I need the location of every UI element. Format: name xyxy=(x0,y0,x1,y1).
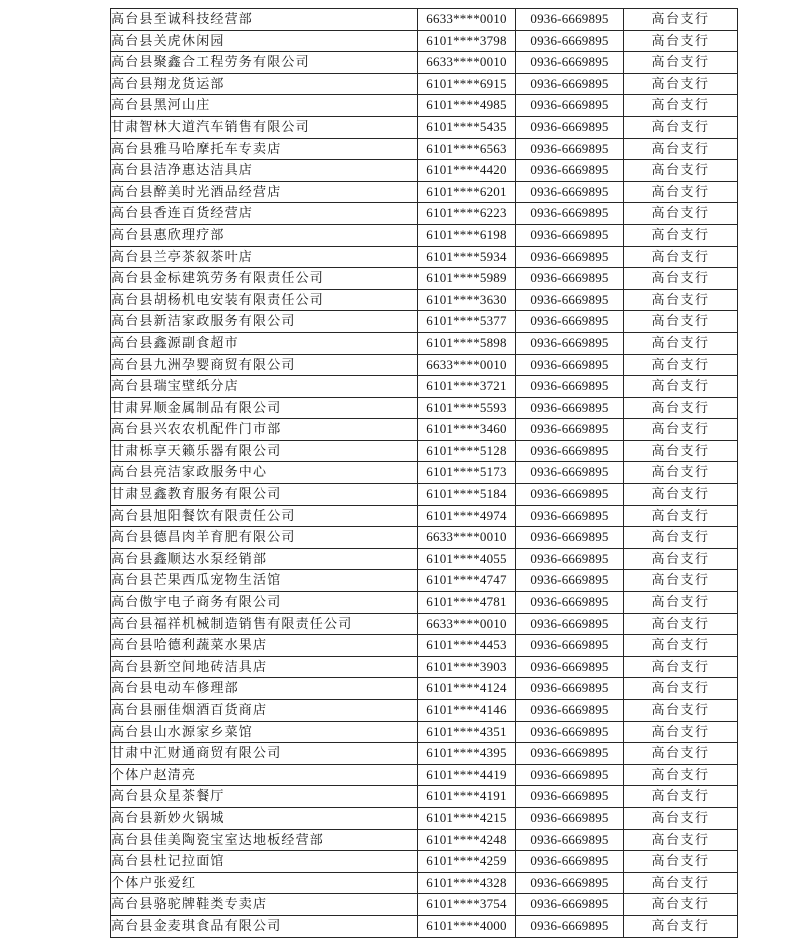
table-row xyxy=(111,894,738,916)
branch-cell: 高台支行 xyxy=(624,311,738,333)
phone-cell: 0936-6669895 xyxy=(516,224,624,246)
table-row xyxy=(111,807,738,829)
merchant-name-cell: 高台县胡杨机电安装有限责任公司 xyxy=(111,289,418,311)
merchant-name-cell: 个体户赵清亮 xyxy=(111,764,418,786)
branch-cell: 高台支行 xyxy=(624,872,738,894)
account-number-cell: 6101****6198 xyxy=(418,224,516,246)
merchant-name-cell: 高台县醉美时光酒品经营店 xyxy=(111,181,418,203)
table-row xyxy=(111,527,738,549)
branch-cell: 高台支行 xyxy=(624,376,738,398)
branch-cell: 高台支行 xyxy=(624,246,738,268)
account-number-cell: 6101****4328 xyxy=(418,872,516,894)
table-row xyxy=(111,376,738,398)
merchant-name-cell: 甘肃昱鑫教育服务有限公司 xyxy=(111,484,418,506)
merchant-name-cell: 高台县亮洁家政服务中心 xyxy=(111,462,418,484)
merchant-name-cell: 高台县兰亭茶叙茶叶店 xyxy=(111,246,418,268)
phone-cell: 0936-6669895 xyxy=(516,311,624,333)
branch-cell: 高台支行 xyxy=(624,138,738,160)
table-row xyxy=(111,570,738,592)
branch-cell: 高台支行 xyxy=(624,73,738,95)
merchant-name-cell: 高台县新空间地砖洁具店 xyxy=(111,656,418,678)
merchant-name-cell: 高台县香连百货经营店 xyxy=(111,203,418,225)
account-number-cell: 6101****5934 xyxy=(418,246,516,268)
account-number-cell: 6101****4395 xyxy=(418,743,516,765)
branch-cell: 高台支行 xyxy=(624,678,738,700)
table-row xyxy=(111,52,738,74)
branch-cell: 高台支行 xyxy=(624,764,738,786)
table-row xyxy=(111,721,738,743)
merchant-name-cell: 高台傲宇电子商务有限公司 xyxy=(111,592,418,614)
table-row xyxy=(111,743,738,765)
account-number-cell: 6101****6563 xyxy=(418,138,516,160)
branch-cell: 高台支行 xyxy=(624,52,738,74)
table-row xyxy=(111,548,738,570)
table-row xyxy=(111,224,738,246)
branch-cell: 高台支行 xyxy=(624,397,738,419)
branch-cell: 高台支行 xyxy=(624,915,738,937)
account-number-cell: 6101****6201 xyxy=(418,181,516,203)
phone-cell: 0936-6669895 xyxy=(516,484,624,506)
merchant-name-cell: 高台县新妙火锅城 xyxy=(111,807,418,829)
account-number-cell: 6101****6915 xyxy=(418,73,516,95)
phone-cell: 0936-6669895 xyxy=(516,700,624,722)
table-row xyxy=(111,160,738,182)
table-row xyxy=(111,397,738,419)
branch-cell: 高台支行 xyxy=(624,527,738,549)
branch-cell: 高台支行 xyxy=(624,332,738,354)
branch-cell: 高台支行 xyxy=(624,807,738,829)
phone-cell: 0936-6669895 xyxy=(516,462,624,484)
table-row xyxy=(111,116,738,138)
branch-cell: 高台支行 xyxy=(624,613,738,635)
phone-cell: 0936-6669895 xyxy=(516,246,624,268)
phone-cell: 0936-6669895 xyxy=(516,915,624,937)
table-row xyxy=(111,311,738,333)
phone-cell: 0936-6669895 xyxy=(516,354,624,376)
branch-cell: 高台支行 xyxy=(624,30,738,52)
merchant-name-cell: 甘肃昇顺金属制品有限公司 xyxy=(111,397,418,419)
merchant-name-cell: 高台县哈德利蔬菜水果店 xyxy=(111,635,418,657)
branch-cell: 高台支行 xyxy=(624,440,738,462)
account-number-cell: 6101****3460 xyxy=(418,419,516,441)
table-row xyxy=(111,764,738,786)
account-number-cell: 6101****3721 xyxy=(418,376,516,398)
phone-cell: 0936-6669895 xyxy=(516,376,624,398)
merchant-name-cell: 高台县惠欣理疗部 xyxy=(111,224,418,246)
branch-cell: 高台支行 xyxy=(624,116,738,138)
phone-cell: 0936-6669895 xyxy=(516,613,624,635)
account-number-cell: 6101****5128 xyxy=(418,440,516,462)
phone-cell: 0936-6669895 xyxy=(516,872,624,894)
account-number-cell: 6101****4781 xyxy=(418,592,516,614)
branch-cell: 高台支行 xyxy=(624,721,738,743)
table-row xyxy=(111,635,738,657)
phone-cell: 0936-6669895 xyxy=(516,764,624,786)
phone-cell: 0936-6669895 xyxy=(516,9,624,31)
phone-cell: 0936-6669895 xyxy=(516,743,624,765)
branch-cell: 高台支行 xyxy=(624,160,738,182)
table-row xyxy=(111,138,738,160)
phone-cell: 0936-6669895 xyxy=(516,807,624,829)
phone-cell: 0936-6669895 xyxy=(516,332,624,354)
table-row xyxy=(111,440,738,462)
table-row xyxy=(111,332,738,354)
merchant-name-cell: 高台县佳美陶瓷宝室达地板经营部 xyxy=(111,829,418,851)
account-number-cell: 6101****4747 xyxy=(418,570,516,592)
merchant-name-cell: 高台县关虎休闲园 xyxy=(111,30,418,52)
branch-cell: 高台支行 xyxy=(624,894,738,916)
table-row xyxy=(111,289,738,311)
phone-cell: 0936-6669895 xyxy=(516,289,624,311)
account-number-cell: 6633****0010 xyxy=(418,9,516,31)
table-row xyxy=(111,268,738,290)
table-row xyxy=(111,592,738,614)
merchant-name-cell: 高台县兴农农机配件门市部 xyxy=(111,419,418,441)
branch-cell: 高台支行 xyxy=(624,9,738,31)
branch-cell: 高台支行 xyxy=(624,289,738,311)
account-number-cell: 6101****5377 xyxy=(418,311,516,333)
branch-cell: 高台支行 xyxy=(624,635,738,657)
account-number-cell: 6101****3754 xyxy=(418,894,516,916)
table-row xyxy=(111,872,738,894)
branch-cell: 高台支行 xyxy=(624,656,738,678)
table-row xyxy=(111,505,738,527)
merchant-name-cell: 高台县金标建筑劳务有限责任公司 xyxy=(111,268,418,290)
phone-cell: 0936-6669895 xyxy=(516,829,624,851)
account-number-cell: 6633****0010 xyxy=(418,527,516,549)
branch-cell: 高台支行 xyxy=(624,592,738,614)
table-row xyxy=(111,786,738,808)
account-number-cell: 6101****6223 xyxy=(418,203,516,225)
account-number-cell: 6633****0010 xyxy=(418,52,516,74)
account-number-cell: 6101****5435 xyxy=(418,116,516,138)
account-number-cell: 6101****4985 xyxy=(418,95,516,117)
merchant-name-cell: 高台县众星茶餐厅 xyxy=(111,786,418,808)
merchant-name-cell: 高台县瑞宝壁纸分店 xyxy=(111,376,418,398)
table-row xyxy=(111,678,738,700)
table-row xyxy=(111,462,738,484)
phone-cell: 0936-6669895 xyxy=(516,419,624,441)
account-number-cell: 6101****4215 xyxy=(418,807,516,829)
merchant-table-body xyxy=(111,9,738,938)
branch-cell: 高台支行 xyxy=(624,484,738,506)
table-row xyxy=(111,203,738,225)
table-row xyxy=(111,700,738,722)
table-row xyxy=(111,30,738,52)
account-number-cell: 6101****4000 xyxy=(418,915,516,937)
phone-cell: 0936-6669895 xyxy=(516,721,624,743)
merchant-name-cell: 高台县鑫源副食超市 xyxy=(111,332,418,354)
account-number-cell: 6101****5173 xyxy=(418,462,516,484)
table-row xyxy=(111,915,738,937)
merchant-name-cell: 个体户张爱红 xyxy=(111,872,418,894)
merchant-table xyxy=(110,8,738,938)
branch-cell: 高台支行 xyxy=(624,224,738,246)
merchant-name-cell: 高台县骆驼牌鞋类专卖店 xyxy=(111,894,418,916)
account-number-cell: 6101****3630 xyxy=(418,289,516,311)
table-row xyxy=(111,419,738,441)
table-row xyxy=(111,354,738,376)
account-number-cell: 6101****4191 xyxy=(418,786,516,808)
branch-cell: 高台支行 xyxy=(624,181,738,203)
phone-cell: 0936-6669895 xyxy=(516,656,624,678)
phone-cell: 0936-6669895 xyxy=(516,116,624,138)
account-number-cell: 6101****4453 xyxy=(418,635,516,657)
phone-cell: 0936-6669895 xyxy=(516,851,624,873)
account-number-cell: 6101****4419 xyxy=(418,764,516,786)
phone-cell: 0936-6669895 xyxy=(516,138,624,160)
branch-cell: 高台支行 xyxy=(624,851,738,873)
phone-cell: 0936-6669895 xyxy=(516,592,624,614)
account-number-cell: 6633****0010 xyxy=(418,613,516,635)
branch-cell: 高台支行 xyxy=(624,700,738,722)
table-row xyxy=(111,9,738,31)
phone-cell: 0936-6669895 xyxy=(516,30,624,52)
merchant-name-cell: 高台县德昌肉羊育肥有限公司 xyxy=(111,527,418,549)
table-row xyxy=(111,246,738,268)
phone-cell: 0936-6669895 xyxy=(516,203,624,225)
account-number-cell: 6101****5898 xyxy=(418,332,516,354)
phone-cell: 0936-6669895 xyxy=(516,635,624,657)
phone-cell: 0936-6669895 xyxy=(516,397,624,419)
merchant-name-cell: 高台县新洁家政服务有限公司 xyxy=(111,311,418,333)
account-number-cell: 6101****4124 xyxy=(418,678,516,700)
merchant-name-cell: 高台县洁净惠达洁具店 xyxy=(111,160,418,182)
account-number-cell: 6101****4351 xyxy=(418,721,516,743)
table-row xyxy=(111,181,738,203)
merchant-name-cell: 高台县丽佳烟酒百货商店 xyxy=(111,700,418,722)
branch-cell: 高台支行 xyxy=(624,548,738,570)
phone-cell: 0936-6669895 xyxy=(516,505,624,527)
account-number-cell: 6101****4974 xyxy=(418,505,516,527)
phone-cell: 0936-6669895 xyxy=(516,527,624,549)
table-row xyxy=(111,829,738,851)
account-number-cell: 6633****0010 xyxy=(418,354,516,376)
phone-cell: 0936-6669895 xyxy=(516,570,624,592)
account-number-cell: 6101****4146 xyxy=(418,700,516,722)
branch-cell: 高台支行 xyxy=(624,505,738,527)
phone-cell: 0936-6669895 xyxy=(516,678,624,700)
branch-cell: 高台支行 xyxy=(624,419,738,441)
branch-cell: 高台支行 xyxy=(624,462,738,484)
table-row xyxy=(111,484,738,506)
branch-cell: 高台支行 xyxy=(624,354,738,376)
branch-cell: 高台支行 xyxy=(624,743,738,765)
branch-cell: 高台支行 xyxy=(624,203,738,225)
merchant-name-cell: 高台县九洲孕婴商贸有限公司 xyxy=(111,354,418,376)
table-row xyxy=(111,851,738,873)
merchant-name-cell: 高台县至诚科技经营部 xyxy=(111,9,418,31)
merchant-name-cell: 高台县山水源家乡菜馆 xyxy=(111,721,418,743)
merchant-name-cell: 高台县杜记拉面馆 xyxy=(111,851,418,873)
merchant-name-cell: 甘肃中汇财通商贸有限公司 xyxy=(111,743,418,765)
account-number-cell: 6101****5184 xyxy=(418,484,516,506)
branch-cell: 高台支行 xyxy=(624,570,738,592)
branch-cell: 高台支行 xyxy=(624,268,738,290)
merchant-name-cell: 高台县福祥机械制造销售有限责任公司 xyxy=(111,613,418,635)
merchant-name-cell: 甘肃栎享天籁乐器有限公司 xyxy=(111,440,418,462)
phone-cell: 0936-6669895 xyxy=(516,95,624,117)
phone-cell: 0936-6669895 xyxy=(516,894,624,916)
merchant-name-cell: 高台县雅马哈摩托车专卖店 xyxy=(111,138,418,160)
branch-cell: 高台支行 xyxy=(624,95,738,117)
account-number-cell: 6101****5593 xyxy=(418,397,516,419)
table-row xyxy=(111,656,738,678)
merchant-name-cell: 高台县金麦琪食品有限公司 xyxy=(111,915,418,937)
phone-cell: 0936-6669895 xyxy=(516,440,624,462)
phone-cell: 0936-6669895 xyxy=(516,268,624,290)
phone-cell: 0936-6669895 xyxy=(516,52,624,74)
phone-cell: 0936-6669895 xyxy=(516,786,624,808)
account-number-cell: 6101****5989 xyxy=(418,268,516,290)
phone-cell: 0936-6669895 xyxy=(516,181,624,203)
merchant-name-cell: 甘肃智林大道汽车销售有限公司 xyxy=(111,116,418,138)
account-number-cell: 6101****4420 xyxy=(418,160,516,182)
account-number-cell: 6101****4259 xyxy=(418,851,516,873)
account-number-cell: 6101****4055 xyxy=(418,548,516,570)
phone-cell: 0936-6669895 xyxy=(516,160,624,182)
account-number-cell: 6101****3798 xyxy=(418,30,516,52)
merchant-name-cell: 高台县黑河山庄 xyxy=(111,95,418,117)
branch-cell: 高台支行 xyxy=(624,786,738,808)
account-number-cell: 6101****3903 xyxy=(418,656,516,678)
merchant-name-cell: 高台县聚鑫合工程劳务有限公司 xyxy=(111,52,418,74)
branch-cell: 高台支行 xyxy=(624,829,738,851)
merchant-name-cell: 高台县旭阳餐饮有限责任公司 xyxy=(111,505,418,527)
phone-cell: 0936-6669895 xyxy=(516,73,624,95)
table-row xyxy=(111,73,738,95)
table-row xyxy=(111,95,738,117)
merchant-name-cell: 高台县电动车修理部 xyxy=(111,678,418,700)
merchant-name-cell: 高台县芒果西瓜宠物生活馆 xyxy=(111,570,418,592)
phone-cell: 0936-6669895 xyxy=(516,548,624,570)
table-row xyxy=(111,613,738,635)
account-number-cell: 6101****4248 xyxy=(418,829,516,851)
merchant-name-cell: 高台县翔龙货运部 xyxy=(111,73,418,95)
merchant-name-cell: 高台县鑫顺达水泵经销部 xyxy=(111,548,418,570)
